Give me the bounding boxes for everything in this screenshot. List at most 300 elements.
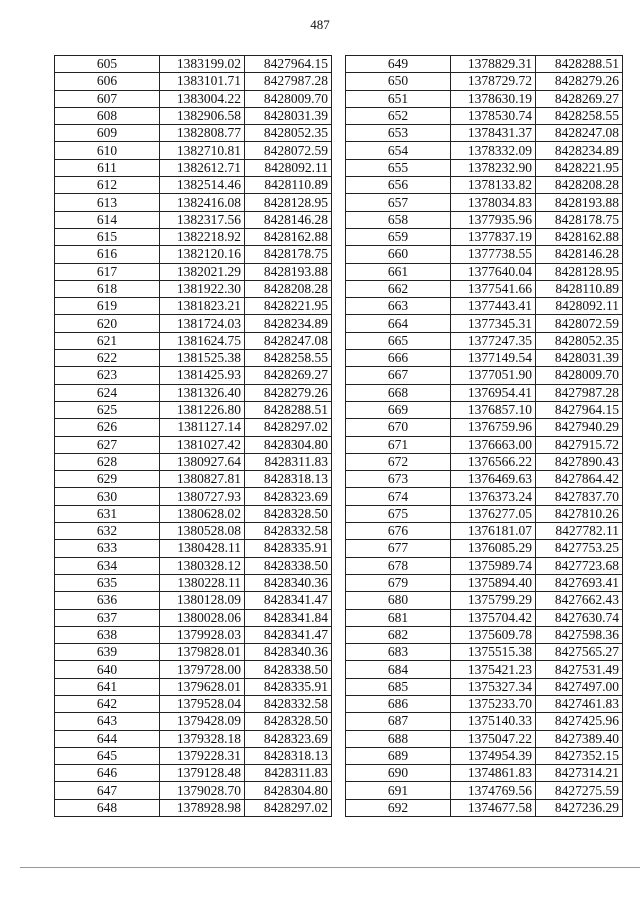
y-coordinate-cell: 8428009.70 [536,367,623,384]
x-coordinate-cell: 1379128.48 [160,765,245,782]
x-coordinate-cell: 1378133.82 [451,177,536,194]
x-coordinate-cell: 1383101.71 [160,73,245,90]
table-row [55,401,332,418]
x-coordinate-cell: 1376277.05 [451,505,536,522]
y-coordinate-cell: 8428311.83 [245,453,332,470]
y-coordinate-cell: 8428341.47 [245,626,332,643]
table-row [55,228,332,245]
point-number-cell: 621 [55,332,160,349]
table-row [346,436,623,453]
x-coordinate-cell: 1382808.77 [160,125,245,142]
x-coordinate-cell: 1376663.00 [451,436,536,453]
point-number-cell: 615 [55,228,160,245]
x-coordinate-cell: 1375704.42 [451,609,536,626]
x-coordinate-cell: 1381127.14 [160,419,245,436]
point-number-cell: 652 [346,107,451,124]
table-row [346,471,623,488]
x-coordinate-cell: 1378829.31 [451,56,536,73]
x-coordinate-cell: 1376085.29 [451,540,536,557]
table-row [55,125,332,142]
x-coordinate-cell: 1383199.02 [160,56,245,73]
y-coordinate-cell: 8428009.70 [245,90,332,107]
table-row [346,90,623,107]
x-coordinate-cell: 1380727.93 [160,488,245,505]
x-coordinate-cell: 1377541.66 [451,280,536,297]
table-row [55,107,332,124]
x-coordinate-cell: 1377247.35 [451,332,536,349]
y-coordinate-cell: 8427864.42 [536,471,623,488]
table-row [346,73,623,90]
table-row [346,782,623,799]
x-coordinate-cell: 1376857.10 [451,401,536,418]
table-row [55,644,332,661]
x-coordinate-cell: 1379228.31 [160,747,245,764]
y-coordinate-cell: 8428072.59 [245,142,332,159]
x-coordinate-cell: 1380827.81 [160,471,245,488]
y-coordinate-cell: 8428288.51 [245,401,332,418]
y-coordinate-cell: 8428193.88 [245,263,332,280]
table-row [55,678,332,695]
y-coordinate-cell: 8428110.89 [245,177,332,194]
table-row [346,557,623,574]
point-number-cell: 635 [55,574,160,591]
x-coordinate-cell: 1379028.70 [160,782,245,799]
table-row [55,315,332,332]
table-row [55,194,332,211]
y-coordinate-cell: 8428288.51 [536,56,623,73]
y-coordinate-cell: 8427425.96 [536,713,623,730]
table-row [55,298,332,315]
x-coordinate-cell: 1378928.98 [160,799,245,816]
table-row [346,661,623,678]
y-coordinate-cell: 8427461.83 [536,695,623,712]
table-row [55,540,332,557]
x-coordinate-cell: 1380428.11 [160,540,245,557]
point-number-cell: 643 [55,713,160,730]
x-coordinate-cell: 1382416.08 [160,194,245,211]
point-number-cell: 632 [55,523,160,540]
point-number-cell: 686 [346,695,451,712]
coordinates-table-body-left [55,56,332,817]
x-coordinate-cell: 1382317.56 [160,211,245,228]
x-coordinate-cell: 1381624.75 [160,332,245,349]
x-coordinate-cell: 1375894.40 [451,574,536,591]
point-number-cell: 623 [55,367,160,384]
y-coordinate-cell: 8428162.88 [536,228,623,245]
y-coordinate-cell: 8427810.26 [536,505,623,522]
y-coordinate-cell: 8428269.27 [536,90,623,107]
y-coordinate-cell: 8428031.39 [245,107,332,124]
point-number-cell: 662 [346,280,451,297]
y-coordinate-cell: 8428221.95 [536,159,623,176]
y-coordinate-cell: 8428162.88 [245,228,332,245]
x-coordinate-cell: 1376469.63 [451,471,536,488]
point-number-cell: 657 [346,194,451,211]
y-coordinate-cell: 8427662.43 [536,592,623,609]
table-row [55,574,332,591]
y-coordinate-cell: 8428323.69 [245,488,332,505]
y-coordinate-cell: 8428311.83 [245,765,332,782]
x-coordinate-cell: 1382218.92 [160,228,245,245]
y-coordinate-cell: 8427389.40 [536,730,623,747]
x-coordinate-cell: 1379528.04 [160,695,245,712]
point-number-cell: 651 [346,90,451,107]
x-coordinate-cell: 1375140.33 [451,713,536,730]
y-coordinate-cell: 8427940.29 [536,419,623,436]
table-row [346,678,623,695]
point-number-cell: 685 [346,678,451,695]
point-number-cell: 680 [346,592,451,609]
table-row [346,332,623,349]
table-row [55,488,332,505]
x-coordinate-cell: 1375047.22 [451,730,536,747]
point-number-cell: 674 [346,488,451,505]
table-row [346,125,623,142]
y-coordinate-cell: 8427782.11 [536,523,623,540]
table-row [346,401,623,418]
table-row [55,436,332,453]
point-number-cell: 619 [55,298,160,315]
point-number-cell: 624 [55,384,160,401]
y-coordinate-cell: 8427723.68 [536,557,623,574]
table-row [346,419,623,436]
point-number-cell: 650 [346,73,451,90]
y-coordinate-cell: 8427915.72 [536,436,623,453]
table-row [346,488,623,505]
table-row [346,574,623,591]
y-coordinate-cell: 8428328.50 [245,505,332,522]
table-row [346,453,623,470]
y-coordinate-cell: 8427987.28 [245,73,332,90]
point-number-cell: 645 [55,747,160,764]
point-number-cell: 667 [346,367,451,384]
table-row [346,228,623,245]
point-number-cell: 679 [346,574,451,591]
y-coordinate-cell: 8427964.15 [536,401,623,418]
table-row [346,730,623,747]
x-coordinate-cell: 1377738.55 [451,246,536,263]
y-coordinate-cell: 8428247.08 [245,332,332,349]
y-coordinate-cell: 8428258.55 [536,107,623,124]
y-coordinate-cell: 8428318.13 [245,471,332,488]
x-coordinate-cell: 1382612.71 [160,159,245,176]
y-coordinate-cell: 8428052.35 [536,332,623,349]
y-coordinate-cell: 8428092.11 [536,298,623,315]
y-coordinate-cell: 8427275.59 [536,782,623,799]
table-row [346,159,623,176]
y-coordinate-cell: 8428110.89 [536,280,623,297]
y-coordinate-cell: 8428338.50 [245,557,332,574]
y-coordinate-cell: 8427352.15 [536,747,623,764]
point-number-cell: 617 [55,263,160,280]
point-number-cell: 606 [55,73,160,90]
y-coordinate-cell: 8428146.28 [536,246,623,263]
x-coordinate-cell: 1379728.00 [160,661,245,678]
table-row [346,540,623,557]
table-row [346,384,623,401]
point-number-cell: 648 [55,799,160,816]
y-coordinate-cell: 8427753.25 [536,540,623,557]
y-coordinate-cell: 8427598.36 [536,626,623,643]
point-number-cell: 675 [346,505,451,522]
x-coordinate-cell: 1376373.24 [451,488,536,505]
point-number-cell: 663 [346,298,451,315]
x-coordinate-cell: 1381326.40 [160,384,245,401]
point-number-cell: 677 [346,540,451,557]
table-row [55,332,332,349]
y-coordinate-cell: 8427565.27 [536,644,623,661]
point-number-cell: 664 [346,315,451,332]
point-number-cell: 646 [55,765,160,782]
y-coordinate-cell: 8428178.75 [536,211,623,228]
y-coordinate-cell: 8428031.39 [536,350,623,367]
table-row [55,263,332,280]
point-number-cell: 607 [55,90,160,107]
x-coordinate-cell: 1383004.22 [160,90,245,107]
point-number-cell: 665 [346,332,451,349]
point-number-cell: 678 [346,557,451,574]
y-coordinate-cell: 8428258.55 [245,350,332,367]
point-number-cell: 666 [346,350,451,367]
table-row [346,695,623,712]
x-coordinate-cell: 1377443.41 [451,298,536,315]
table-row [346,765,623,782]
point-number-cell: 676 [346,523,451,540]
table-row [55,73,332,90]
y-coordinate-cell: 8428341.84 [245,609,332,626]
x-coordinate-cell: 1382120.16 [160,246,245,263]
table-row [346,280,623,297]
y-coordinate-cell: 8428340.36 [245,574,332,591]
table-row [55,505,332,522]
page-number: 487 [310,17,330,32]
x-coordinate-cell: 1382710.81 [160,142,245,159]
table-row [346,56,623,73]
y-coordinate-cell: 8427693.41 [536,574,623,591]
table-row [55,730,332,747]
x-coordinate-cell: 1380328.12 [160,557,245,574]
y-coordinate-cell: 8428146.28 [245,211,332,228]
table-row [55,367,332,384]
table-row [55,142,332,159]
y-coordinate-cell: 8428304.80 [245,436,332,453]
point-number-cell: 649 [346,56,451,73]
x-coordinate-cell: 1380028.06 [160,609,245,626]
table-row [55,523,332,540]
y-coordinate-cell: 8428247.08 [536,125,623,142]
bottom-rule [20,867,640,868]
y-coordinate-cell: 8428332.58 [245,695,332,712]
table-row [346,350,623,367]
point-number-cell: 628 [55,453,160,470]
point-number-cell: 654 [346,142,451,159]
point-number-cell: 659 [346,228,451,245]
table-row [55,177,332,194]
point-number-cell: 610 [55,142,160,159]
y-coordinate-cell: 8428328.50 [245,713,332,730]
x-coordinate-cell: 1375609.78 [451,626,536,643]
x-coordinate-cell: 1379928.03 [160,626,245,643]
point-number-cell: 688 [346,730,451,747]
point-number-cell: 692 [346,799,451,816]
table-row [346,626,623,643]
point-number-cell: 629 [55,471,160,488]
table-row [55,246,332,263]
point-number-cell: 670 [346,419,451,436]
point-number-cell: 668 [346,384,451,401]
y-coordinate-cell: 8428193.88 [536,194,623,211]
table-row [55,713,332,730]
y-coordinate-cell: 8428323.69 [245,730,332,747]
y-coordinate-cell: 8428052.35 [245,125,332,142]
table-row [55,799,332,816]
point-number-cell: 642 [55,695,160,712]
x-coordinate-cell: 1381525.38 [160,350,245,367]
x-coordinate-cell: 1375989.74 [451,557,536,574]
point-number-cell: 618 [55,280,160,297]
point-number-cell: 681 [346,609,451,626]
table-row [346,609,623,626]
x-coordinate-cell: 1378034.83 [451,194,536,211]
table-row [55,765,332,782]
point-number-cell: 609 [55,125,160,142]
x-coordinate-cell: 1378630.19 [451,90,536,107]
table-row [346,211,623,228]
y-coordinate-cell: 8428234.89 [536,142,623,159]
x-coordinate-cell: 1378729.72 [451,73,536,90]
point-number-cell: 620 [55,315,160,332]
point-number-cell: 605 [55,56,160,73]
table-row [55,453,332,470]
point-number-cell: 669 [346,401,451,418]
x-coordinate-cell: 1376181.07 [451,523,536,540]
x-coordinate-cell: 1382514.46 [160,177,245,194]
x-coordinate-cell: 1380528.08 [160,523,245,540]
x-coordinate-cell: 1379828.01 [160,644,245,661]
point-number-cell: 672 [346,453,451,470]
table-row [55,384,332,401]
y-coordinate-cell: 8428340.36 [245,644,332,661]
x-coordinate-cell: 1377640.04 [451,263,536,280]
y-coordinate-cell: 8428332.58 [245,523,332,540]
point-number-cell: 656 [346,177,451,194]
point-number-cell: 640 [55,661,160,678]
table-row [55,626,332,643]
x-coordinate-cell: 1374677.58 [451,799,536,816]
x-coordinate-cell: 1382906.58 [160,107,245,124]
point-number-cell: 673 [346,471,451,488]
table-row [55,56,332,73]
x-coordinate-cell: 1381724.03 [160,315,245,332]
table-row [55,280,332,297]
y-coordinate-cell: 8428072.59 [536,315,623,332]
table-row [346,263,623,280]
x-coordinate-cell: 1380628.02 [160,505,245,522]
point-number-cell: 644 [55,730,160,747]
point-number-cell: 661 [346,263,451,280]
table-row [55,609,332,626]
point-number-cell: 691 [346,782,451,799]
table-row [346,298,623,315]
y-coordinate-cell: 8428178.75 [245,246,332,263]
y-coordinate-cell: 8428208.28 [536,177,623,194]
table-row [346,799,623,816]
x-coordinate-cell: 1378232.90 [451,159,536,176]
table-row [346,142,623,159]
y-coordinate-cell: 8427497.00 [536,678,623,695]
point-number-cell: 687 [346,713,451,730]
x-coordinate-cell: 1378431.37 [451,125,536,142]
x-coordinate-cell: 1375327.34 [451,678,536,695]
x-coordinate-cell: 1375515.38 [451,644,536,661]
point-number-cell: 636 [55,592,160,609]
point-number-cell: 658 [346,211,451,228]
point-number-cell: 612 [55,177,160,194]
y-coordinate-cell: 8428092.11 [245,159,332,176]
x-coordinate-cell: 1380228.11 [160,574,245,591]
table-row [55,592,332,609]
y-coordinate-cell: 8428269.27 [245,367,332,384]
table-row [55,350,332,367]
x-coordinate-cell: 1381027.42 [160,436,245,453]
point-number-cell: 641 [55,678,160,695]
y-coordinate-cell: 8428304.80 [245,782,332,799]
point-number-cell: 653 [346,125,451,142]
table-row [55,661,332,678]
table-row [346,194,623,211]
x-coordinate-cell: 1380927.64 [160,453,245,470]
point-number-cell: 631 [55,505,160,522]
point-number-cell: 660 [346,246,451,263]
table-row [346,367,623,384]
x-coordinate-cell: 1378530.74 [451,107,536,124]
table-row [55,695,332,712]
point-number-cell: 633 [55,540,160,557]
y-coordinate-cell: 8428221.95 [245,298,332,315]
point-number-cell: 690 [346,765,451,782]
y-coordinate-cell: 8428279.26 [536,73,623,90]
point-number-cell: 625 [55,401,160,418]
table-row [346,505,623,522]
y-coordinate-cell: 8428208.28 [245,280,332,297]
x-coordinate-cell: 1381922.30 [160,280,245,297]
coordinates-table-left [54,55,332,817]
x-coordinate-cell: 1376759.96 [451,419,536,436]
y-coordinate-cell: 8427964.15 [245,56,332,73]
x-coordinate-cell: 1377051.90 [451,367,536,384]
x-coordinate-cell: 1375421.23 [451,661,536,678]
y-coordinate-cell: 8428128.95 [245,194,332,211]
x-coordinate-cell: 1381226.80 [160,401,245,418]
y-coordinate-cell: 8428341.47 [245,592,332,609]
point-number-cell: 630 [55,488,160,505]
table-row [346,644,623,661]
y-coordinate-cell: 8428297.02 [245,799,332,816]
point-number-cell: 683 [346,644,451,661]
table-row [55,782,332,799]
coordinates-table-body-right [346,56,623,817]
table-row [55,211,332,228]
y-coordinate-cell: 8427630.74 [536,609,623,626]
x-coordinate-cell: 1382021.29 [160,263,245,280]
y-coordinate-cell: 8428338.50 [245,661,332,678]
x-coordinate-cell: 1379328.18 [160,730,245,747]
table-row [346,523,623,540]
x-coordinate-cell: 1376566.22 [451,453,536,470]
x-coordinate-cell: 1377837.19 [451,228,536,245]
table-row [346,713,623,730]
y-coordinate-cell: 8427987.28 [536,384,623,401]
